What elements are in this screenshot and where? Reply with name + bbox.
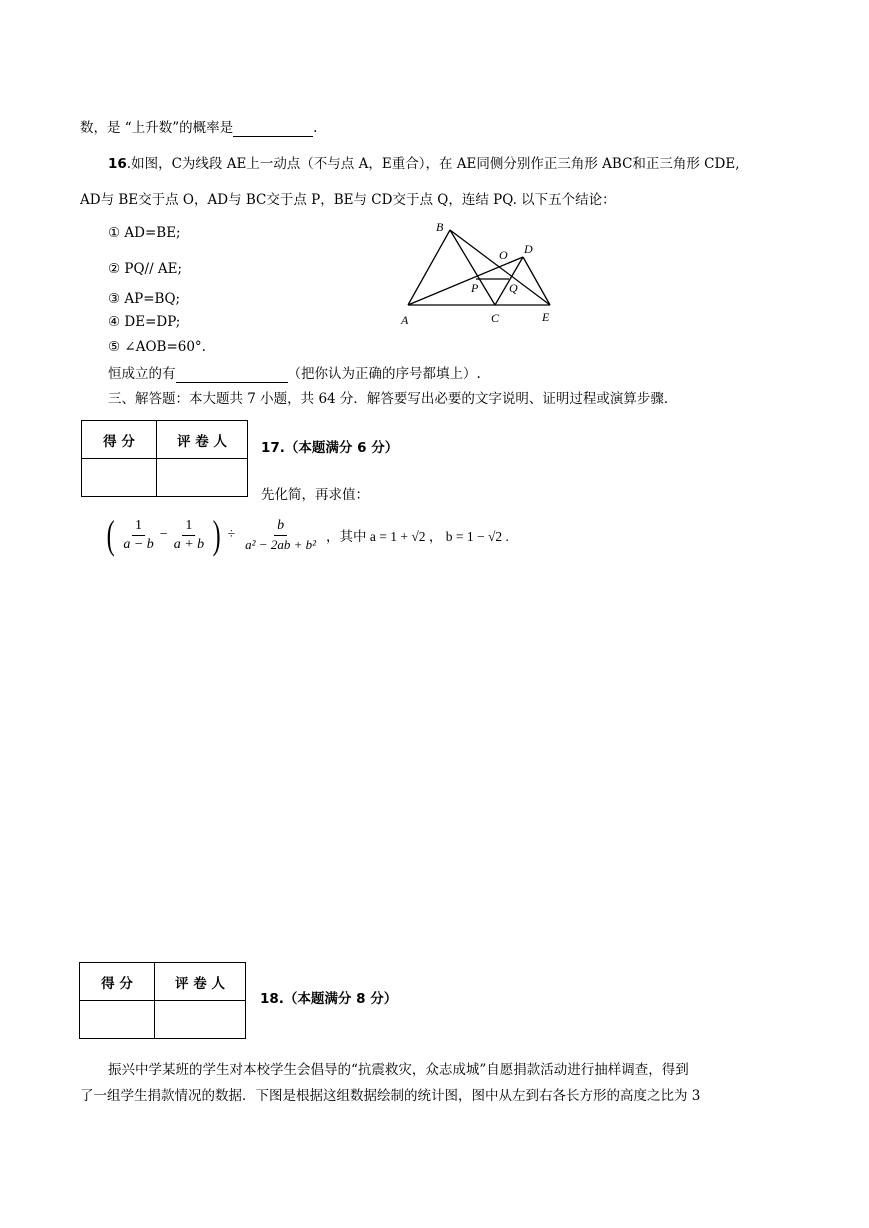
- fraction-3: [242, 517, 319, 554]
- q16-line1: [108, 152, 739, 172]
- conclusion-3: ③ AP=BQ;: [108, 291, 181, 307]
- conclusion-2: ② PQ// AE;: [108, 261, 183, 277]
- q17-condition: ，其中 a = 1 + √2 ， b = 1 − √2 .: [326, 529, 509, 544]
- label-C: C: [491, 311, 500, 325]
- q18-heading: 18.（本题满分 8 分）: [260, 991, 398, 1007]
- fraction-3-den: a² − 2ab + b²: [245, 536, 316, 552]
- q18-line1: 振兴中学某班的学生对本校学生会倡导的“抗震救灾，众志成城”自愿捐款活动进行抽样调查，得到: [108, 1062, 689, 1078]
- conclusion-1: ① AD=BE;: [108, 225, 181, 241]
- answer-blank[interactable]: [233, 120, 313, 137]
- q16-fill-line: [108, 362, 481, 383]
- grader-header: 评 卷 人: [155, 963, 246, 1001]
- score-cell[interactable]: [80, 1001, 155, 1039]
- label-D: D: [524, 242, 533, 256]
- q16-line2: AD与 BE交于点 O，AD与 BC交于点 P，BE与 CD交于点 Q，连结 PQ. 以下五个结论：: [80, 192, 616, 208]
- prev-line-text: 数，是 “上升数”的概率是: [80, 120, 234, 136]
- left-paren: (: [106, 512, 115, 557]
- label-A: A: [401, 313, 409, 327]
- fraction-2-num: 1: [182, 517, 195, 536]
- grader-cell[interactable]: [157, 459, 248, 497]
- fraction-1: [120, 517, 156, 554]
- label-Q: Q: [509, 281, 518, 295]
- score-table-18: [79, 962, 246, 1039]
- prev-line-end: .: [313, 120, 318, 136]
- q18-line2: 了一组学生捐款情况的数据．下图是根据这组数据绘制的统计图，图中从左到右各长方形的高度之比为 3: [80, 1088, 701, 1104]
- q17-expression: [104, 512, 509, 557]
- score-cell[interactable]: [82, 459, 157, 497]
- grader-cell[interactable]: [155, 1001, 246, 1039]
- fraction-1-den: a − b: [123, 536, 154, 552]
- right-paren: ): [212, 512, 221, 557]
- grader-header: 评 卷 人: [157, 421, 248, 459]
- label-P: P: [471, 281, 479, 295]
- conclusion-4: ④ DE=DP;: [108, 314, 181, 330]
- label-O: O: [499, 248, 508, 262]
- q16-answer-blank[interactable]: [176, 366, 288, 383]
- fraction-1-num: 1: [132, 517, 145, 536]
- q17-instruction: 先化简，再求值：: [261, 487, 369, 503]
- score-header: 得 分: [82, 421, 157, 459]
- divide-sign: ÷: [227, 527, 236, 542]
- label-B: B: [436, 220, 444, 234]
- score-table-17: [81, 420, 248, 497]
- label-E: E: [542, 310, 550, 324]
- minus-sign: −: [159, 527, 168, 542]
- fraction-2-den: a + b: [173, 536, 205, 552]
- geometry-figure: [395, 215, 595, 335]
- fill-prefix: 恒成立的有: [108, 366, 176, 382]
- prev-line: [80, 116, 317, 137]
- q17-heading: 17.（本题满分 6 分）: [261, 440, 399, 456]
- fraction-2: [171, 517, 207, 554]
- score-header: 得 分: [80, 963, 155, 1001]
- fraction-3-num: b: [274, 517, 287, 536]
- fill-suffix: （把你认为正确的序号都填上）.: [287, 366, 481, 382]
- q16-number: 16: [108, 156, 127, 172]
- section3-heading: 三、解答题：本大题共 7 小题，共 64 分．解答要写出必要的文字说明、证明过程或演算步骤．: [108, 391, 678, 407]
- q16-line1-text: .如图，C为线段 AE上一动点（不与点 A，E重合），在 AE同侧分别作正三角形 ABC和正三角形 CDE,: [126, 156, 740, 172]
- conclusion-5: ⑤ ∠AOB=60°.: [108, 339, 206, 355]
